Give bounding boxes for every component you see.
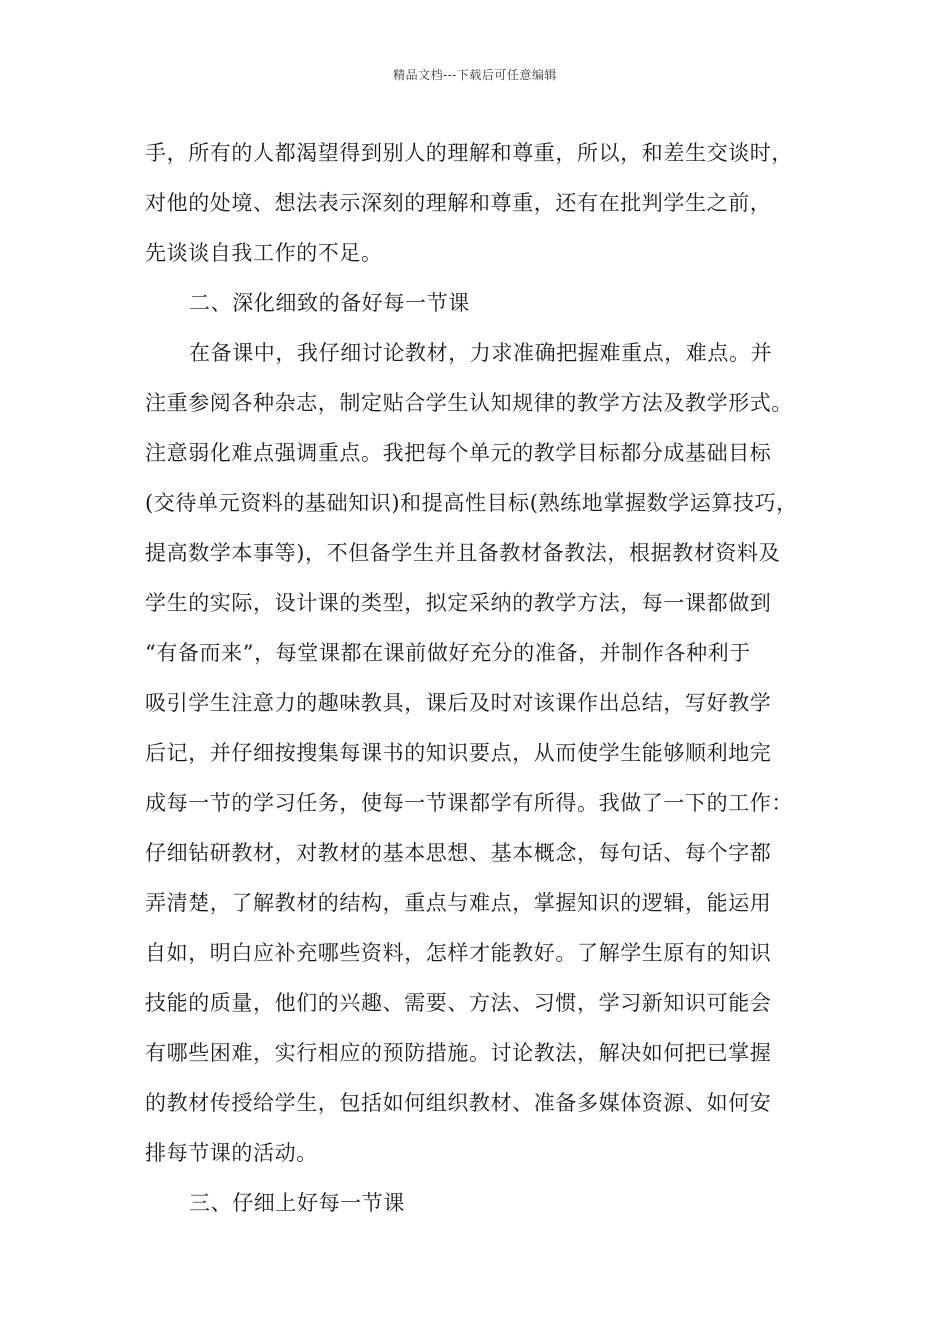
text-line: 仔细钻研教材，对教材的基本思想、基本概念，每句话、每个字都 — [145, 841, 772, 865]
document-body — [145, 128, 835, 1228]
text-line: 排每节课的活动。 — [145, 1141, 318, 1165]
text-line: 后记，并仔细按搜集每课书的知识要点，从而使学生能够顺利地完 — [145, 741, 772, 765]
text-line: 吸引学生注意力的趣味教具，课后及时对该课作出总结，写好教学 — [145, 691, 772, 715]
page-header: 精品文档---下载后可任意编辑 — [393, 68, 557, 82]
paragraph-1 — [145, 128, 835, 278]
section-heading-3: 三、仔细上好每一节课 — [189, 1191, 405, 1215]
text-line: “有备而来”，每堂课都在课前做好充分的准备，并制作各种利于 — [145, 641, 751, 665]
text-line: 先谈谈自我工作的不足。 — [145, 241, 383, 265]
text-line: 自如，明白应补充哪些资料，怎样才能教好。了解学生原有的知识 — [145, 941, 772, 965]
text-line: 提高数学本事等)，不但备学生并且备教材备教法，根据教材资料及 — [145, 541, 781, 565]
text-line: 成每一节的学习任务，使每一节课都学有所得。我做了一下的工作： — [145, 791, 793, 815]
text-line: 弄清楚，了解教材的结构，重点与难点，掌握知识的逻辑，能运用 — [145, 891, 772, 915]
text-line: 学生的实际，设计课的类型，拟定采纳的教学方法，每一课都做到 — [145, 591, 772, 615]
text-line: 注意弱化难点强调重点。我把每个单元的教学目标都分成基础目标 — [145, 441, 772, 465]
paragraph-2 — [145, 328, 835, 1178]
text-line: 技能的质量，他们的兴趣、需要、方法、习惯，学习新知识可能会 — [145, 991, 772, 1015]
text-line: 在备课中，我仔细讨论教材，力求准确把握难重点，难点。并 — [189, 341, 773, 365]
text-line: 手，所有的人都渴望得到别人的理解和尊重，所以，和差生交谈时， — [145, 141, 793, 165]
text-line: (交待单元资料的基础知识)和提高性目标(熟练地掌握数学运算技巧， — [145, 491, 798, 515]
text-line: 对他的处境、想法表示深刻的理解和尊重，还有在批判学生之前， — [145, 191, 772, 215]
section-heading-2: 二、深化细致的备好每一节课 — [189, 291, 470, 315]
text-line: 的教材传授给学生，包括如何组织教材、准备多媒体资源、如何安 — [145, 1091, 772, 1115]
text-line: 注重参阅各种杂志，制定贴合学生认知规律的教学方法及教学形式。 — [145, 391, 793, 415]
text-line: 有哪些困难，实行相应的预防措施。讨论教法，解决如何把已掌握 — [145, 1041, 772, 1065]
